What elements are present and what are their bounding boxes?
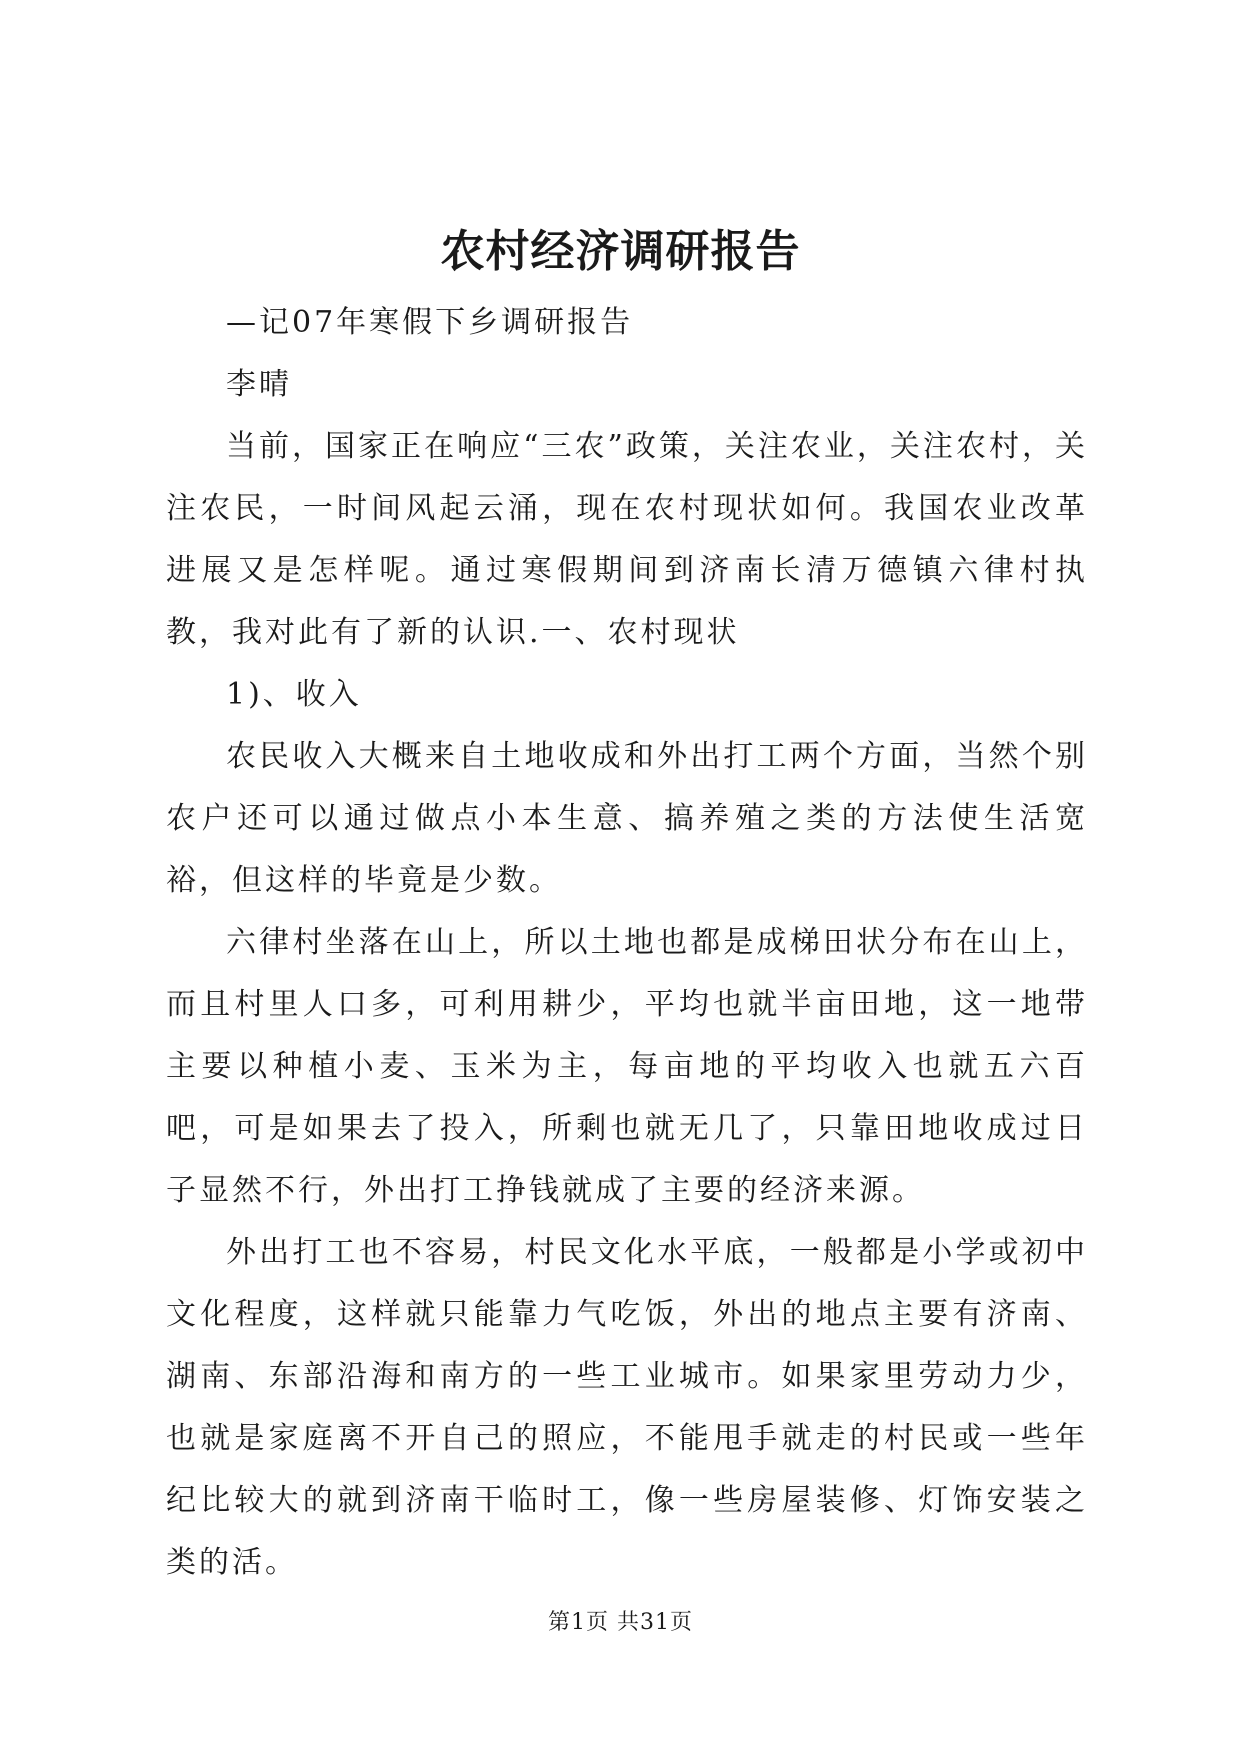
paragraph: 外出打工也不容易，村民文化水平底，一般都是小学或初中文化程度，这样就只能靠力气吃饭，外出的地点主要有济南、湖南、东部沿海和南方的一些工业城市。如果家里劳动力少，也就是家庭离不开自己的照应，不能甩手就走的村民或一些年纪比较大的就到济南干临时工，像一些房屋装修、灯饰安装之类的活。 — [166, 1235, 1088, 1580]
paragraph: 当前，国家正在响应“三农”政策，关注农业，关注农村，关注农民，一时间风起云涌，现在农村现状如何。我国农业改革进展又是怎样呢。通过寒假期间到济南长清万德镇六律村执教，我对此有了新的认识.一、农村现状 — [166, 429, 1088, 650]
subtitle: —记07年寒假下乡调研报告 — [226, 305, 634, 340]
document-body — [166, 292, 1088, 1594]
paragraph: 六律村坐落在山上，所以土地也都是成梯田状分布在山上，而且村里人口多，可利用耕少，平均也就半亩田地，这一地带主要以种植小麦、玉米为主，每亩地的平均收入也就五六百吧，可是如果去了投入，所剩也就无几了，只靠田地收成过日子显然不行，外出打工挣钱就成了主要的经济来源。 — [166, 925, 1088, 1208]
author: 李晴 — [226, 367, 292, 402]
paragraph: 农民收入大概来自土地收成和外出打工两个方面，当然个别农户还可以通过做点小本生意、搞养殖之类的方法使生活宽裕，但这样的毕竟是少数。 — [166, 739, 1088, 898]
page-footer: 第1页 共31页 — [548, 1610, 693, 1635]
document-title: 农村经济调研报告 — [440, 226, 801, 277]
section-heading: 1)、收入 — [226, 677, 362, 712]
